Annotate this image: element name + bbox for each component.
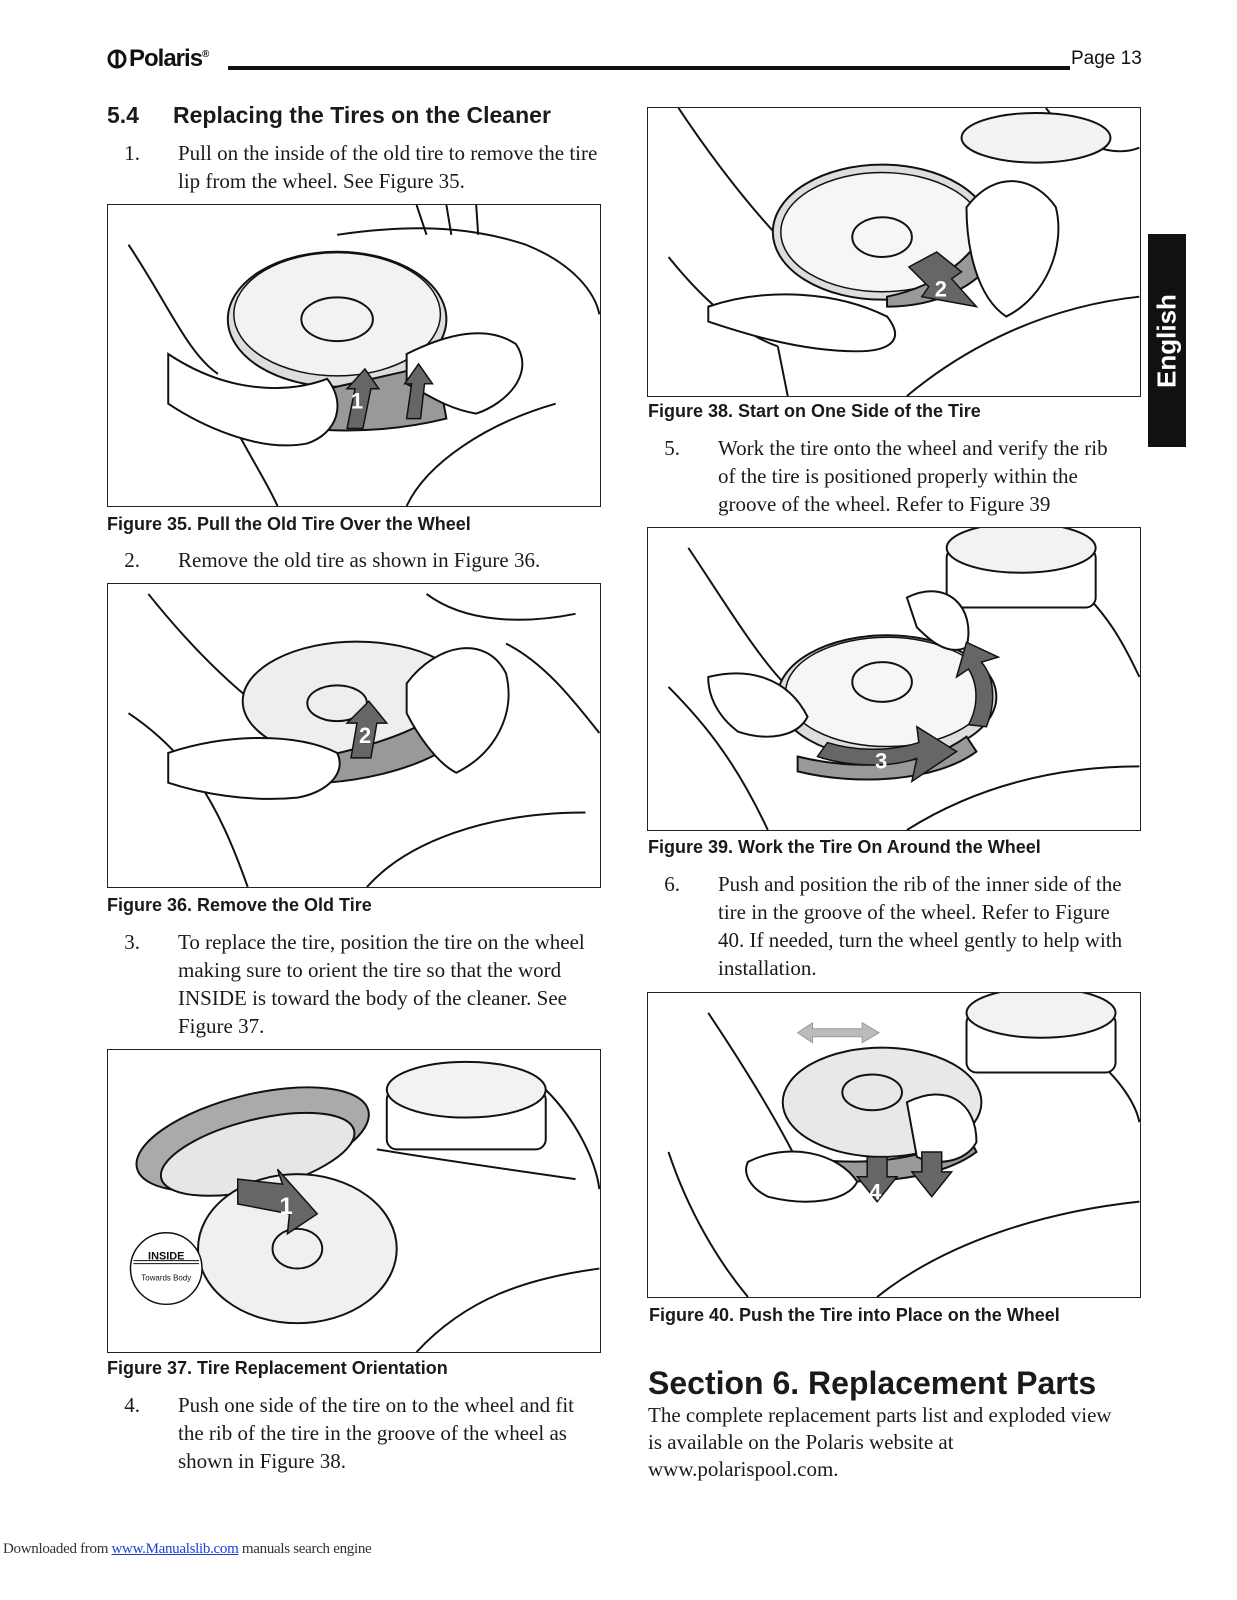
page-number: Page 13 xyxy=(1071,48,1142,69)
section-6-heading: Section 6. Replacement Parts xyxy=(648,1365,1097,1401)
figure-35-caption: Figure 35. Pull the Old Tire Over the Wheel xyxy=(107,514,471,534)
section-title: Replacing the Tires on the Cleaner xyxy=(173,102,551,128)
svg-text:INSIDE: INSIDE xyxy=(148,1250,185,1263)
section-heading xyxy=(107,102,551,129)
figure-37-illustration xyxy=(107,1049,601,1353)
manualslib-link[interactable]: www.Manualslib.com xyxy=(111,1541,239,1557)
section-number: 5.4 xyxy=(107,102,139,128)
figure-35-illustration xyxy=(107,204,601,507)
download-footer: Downloaded from www.Manualslib.com manuals search engine xyxy=(3,1541,372,1557)
logo-wordmark: Polaris® xyxy=(129,45,209,72)
step-item: 3. To replace the tire, position the tire on the wheel making sure to orient the tire so that the word INSIDE is toward the body of the cleaner. See Figure 37. xyxy=(124,930,585,1038)
section-6-body: The complete replacement parts list and exploded view is available on the Polaris website at www.polarispool.com. xyxy=(648,1403,1112,1481)
svg-text:4: 4 xyxy=(869,1179,882,1205)
figure-37-caption: Figure 37. Tire Replacement Orientation xyxy=(107,1358,448,1378)
svg-text:1: 1 xyxy=(279,1192,293,1220)
figure-40-illustration xyxy=(647,992,1141,1298)
figure-40-caption: Figure 40. Push the Tire into Place on the Wheel xyxy=(649,1305,1060,1325)
figure-38-caption: Figure 38. Start on One Side of the Tire xyxy=(648,401,981,421)
step-item: 2. Remove the old tire as shown in Figure 36. xyxy=(124,548,541,572)
svg-text:1: 1 xyxy=(351,388,364,414)
svg-text:3: 3 xyxy=(875,748,888,774)
language-tab xyxy=(1148,234,1186,447)
polaris-logo xyxy=(107,44,208,74)
figure-36-illustration xyxy=(107,583,601,888)
polaris-logo-icon xyxy=(107,48,127,70)
figure-39-caption: Figure 39. Work the Tire On Around the Wheel xyxy=(648,837,1041,857)
step-item: 6. Push and position the rib of the inner side of the tire in the groove of the wheel. Refer to Figure 40. If needed, turn the wheel gently to help with installation. xyxy=(664,872,1123,980)
figure-38-illustration xyxy=(647,107,1141,397)
language-tab-label: English xyxy=(1151,293,1182,388)
step-item: 1. Pull on the inside of the old tire to remove the tire lip from the wheel. See Figure 35. xyxy=(124,141,598,193)
step-item: 5. Work the tire onto the wheel and verify the rib of the tire is positioned properly within the groove of the wheel. Refer to Figure 39 xyxy=(664,436,1108,516)
svg-text:2: 2 xyxy=(934,276,947,302)
header-rule xyxy=(228,66,1070,70)
figure-36-caption: Figure 36. Remove the Old Tire xyxy=(107,895,372,915)
figure-39-illustration xyxy=(647,527,1141,831)
svg-text:2: 2 xyxy=(358,722,372,748)
svg-text:Towards Body: Towards Body xyxy=(141,1273,192,1283)
step-item: 4. Push one side of the tire on to the wheel and fit the rib of the tire in the groove of the wheel as shown in Figure 38. xyxy=(124,1393,574,1473)
